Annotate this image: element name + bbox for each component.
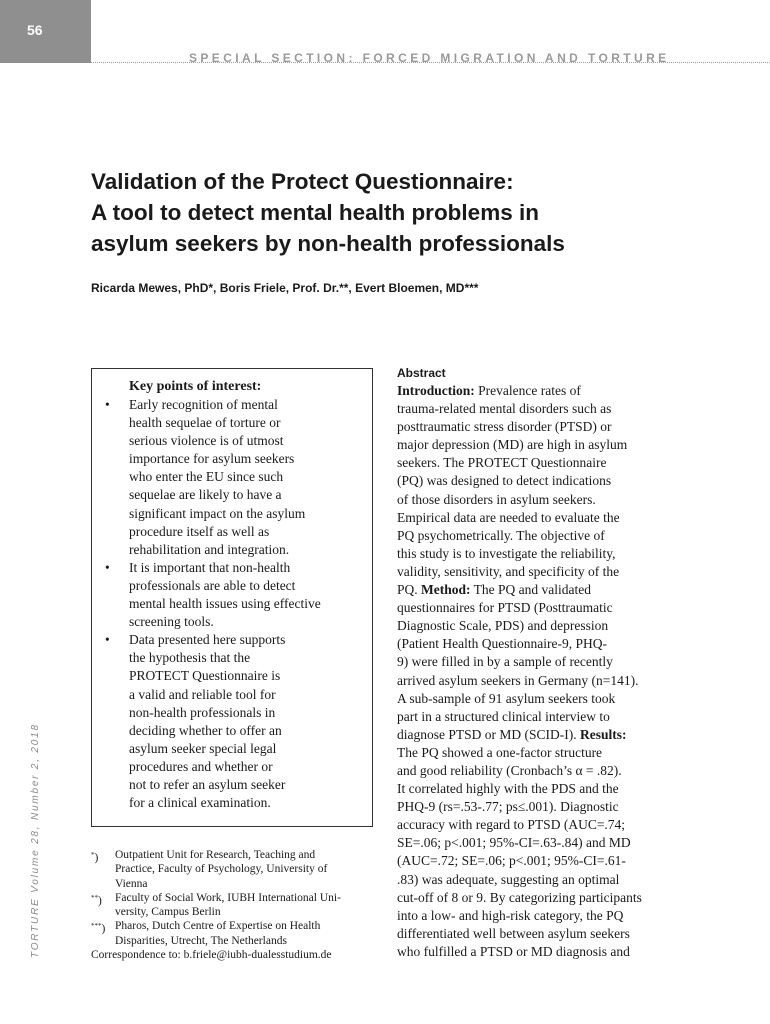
author-line: Ricarda Mewes, PhD*, Boris Friele, Prof. Dr.**, Evert Bloemen, MD*** (91, 281, 479, 295)
abstract-line: and good reliability (Cronbach’s α = .82). (397, 762, 622, 778)
abstract-line: .83) was adequate, suggesting an optimal (397, 871, 620, 887)
footnote-line: *) Outpatient Unit for Research, Teaching and (91, 849, 316, 864)
abstract-body (397, 382, 697, 961)
abstract-line: It correlated highly with the PDS and the (397, 781, 619, 797)
key-point-line: health sequelae of torture or (129, 415, 281, 431)
abstract-line: The PQ showed a one-factor structure (397, 744, 603, 760)
key-point-line: a valid and reliable tool for (129, 686, 276, 702)
key-point-line: screening tools. (129, 614, 214, 630)
footnote-line: Disparities, Utrecht, The Netherlands (115, 934, 287, 947)
journal-name: TORTURE (30, 897, 41, 958)
abstract-line: (PQ) was designed to detect indications (397, 473, 612, 489)
footnote-line: ***) Pharos, Dutch Centre of Expertise on Health (91, 920, 321, 936)
correspondence: Correspondence to: b.friele@iubh-dualesstudium.de (91, 949, 332, 962)
key-point-line: rehabilitation and integration. (129, 541, 290, 557)
key-points-list (92, 396, 321, 812)
key-points-title: Key points of interest: (129, 379, 262, 394)
key-point-line: not to refer an asylum seeker (129, 776, 286, 792)
key-point-line: procedures and whether or (129, 758, 273, 774)
abstract-line: 9) were filled in by a sample of recently (397, 654, 613, 670)
key-point-line: • Early recognition of mental (92, 396, 321, 414)
abstract-line: major depression (MD) are high in asylum (397, 437, 628, 453)
abstract-line: part in a structured clinical interview to (397, 708, 610, 724)
article-title (91, 166, 731, 259)
bullet-icon: • (105, 559, 110, 575)
key-point-line: non-health professionals in (129, 704, 276, 720)
abstract-line: seekers. The PROTECT Questionnaire (397, 455, 607, 471)
abstract (397, 364, 697, 961)
key-point-line: serious violence is of utmost (129, 433, 284, 449)
journal-sidebar (30, 723, 41, 958)
title-line: asylum seekers by non-health professionals (91, 231, 565, 256)
abstract-line: accuracy with regard to PTSD (AUC=.74; (397, 817, 626, 833)
abstract-line: (Patient Health Questionnaire-9, PHQ- (397, 636, 607, 652)
footnote-mark: *) (91, 851, 99, 864)
abstract-line: Introduction: Prevalence rates of (397, 383, 581, 398)
key-point-line: importance for asylum seekers (129, 451, 295, 467)
abstract-subheading: Introduction: (397, 383, 475, 398)
abstract-line: who fulfilled a PTSD or MD diagnosis and (397, 943, 630, 959)
title-line: Validation of the Protect Questionnaire: (91, 169, 514, 194)
key-point-line: professionals are able to detect (129, 577, 296, 593)
abstract-line: PHQ-9 (rs=.53-.77; ps≤.001). Diagnostic (397, 799, 619, 815)
abstract-line: PQ psychometrically. The objective of (397, 527, 605, 543)
key-point-line: procedure itself as well as (129, 523, 270, 539)
abstract-line: trauma-related mental disorders such as (397, 401, 612, 417)
bullet-icon: • (105, 397, 110, 412)
page-number: 56 (27, 22, 43, 38)
section-header: SPECIAL SECTION: FORCED MIGRATION AND TORTURE (189, 51, 670, 65)
footnote-line: versity, Campus Berlin (115, 906, 221, 919)
footnote-mark: **) (91, 893, 102, 907)
key-point-line: who enter the EU since such (129, 469, 284, 485)
page-number-tab (0, 0, 91, 63)
abstract-heading: Abstract (397, 366, 446, 380)
key-point-line: • It is important that non-health (92, 559, 321, 577)
abstract-line: diagnose PTSD or MD (SCID-I). Results: (397, 726, 627, 742)
key-point-line: PROTECT Questionnaire is (129, 668, 281, 684)
footnotes (91, 848, 381, 962)
key-point-line: • Data presented here supports (92, 631, 321, 649)
key-point-line: asylum seeker special legal (129, 740, 277, 756)
key-point-line: for a clinical examination. (129, 795, 271, 811)
abstract-line: (AUC=.72; SE=.06; p<.001; 95%-CI=.61- (397, 853, 626, 869)
footnote-list (91, 848, 381, 948)
abstract-line: Empirical data are needed to evaluate the (397, 509, 620, 525)
abstract-line: A sub-sample of 91 asylum seekers took (397, 690, 616, 706)
abstract-subheading: Results: (580, 726, 627, 742)
abstract-line: PQ. Method: The PQ and validated (397, 582, 591, 598)
bullet-icon: • (105, 632, 110, 648)
abstract-line: of those disorders in asylum seekers. (397, 491, 596, 507)
abstract-line: differentiated well between asylum seekers (397, 925, 630, 941)
title-line: A tool to detect mental health problems in (91, 200, 539, 225)
key-point-line: deciding whether to offer an (129, 722, 282, 738)
abstract-line: questionnaires for PTSD (Posttraumatic (397, 600, 613, 616)
footnote-mark: ***) (91, 922, 106, 936)
abstract-line: cut-off of 8 or 9. By categorizing participants (397, 889, 642, 905)
abstract-line: this study is to investigate the reliability, (397, 545, 616, 561)
footnote-line: Practice, Faculty of Psychology, University of (115, 863, 328, 876)
abstract-line: SE=.06; p<.001; 95%-CI=.63-.84) and MD (397, 835, 631, 851)
key-point-line: significant impact on the asylum (129, 505, 306, 521)
abstract-line: arrived asylum seekers in Germany (n=141). (397, 672, 639, 688)
abstract-line: posttraumatic stress disorder (PTSD) or (397, 419, 612, 435)
abstract-subheading: Method: (421, 582, 471, 598)
journal-volume: Volume 28, Number 2, 2018 (30, 723, 41, 898)
footnote-line: Vienna (115, 877, 148, 890)
key-point-line: mental health issues using effective (129, 596, 321, 612)
key-point-line: the hypothesis that the (129, 650, 251, 666)
abstract-line: validity, sensitivity, and specificity of the (397, 563, 620, 579)
key-points-box (91, 368, 373, 827)
key-point-line: sequelae are likely to have a (129, 487, 282, 503)
abstract-line: Diagnostic Scale, PDS) and depression (397, 618, 609, 634)
footnote-line: **) Faculty of Social Work, IUBH International Uni- (91, 891, 341, 907)
abstract-line: into a low- and high-risk category, the PQ (397, 907, 624, 923)
